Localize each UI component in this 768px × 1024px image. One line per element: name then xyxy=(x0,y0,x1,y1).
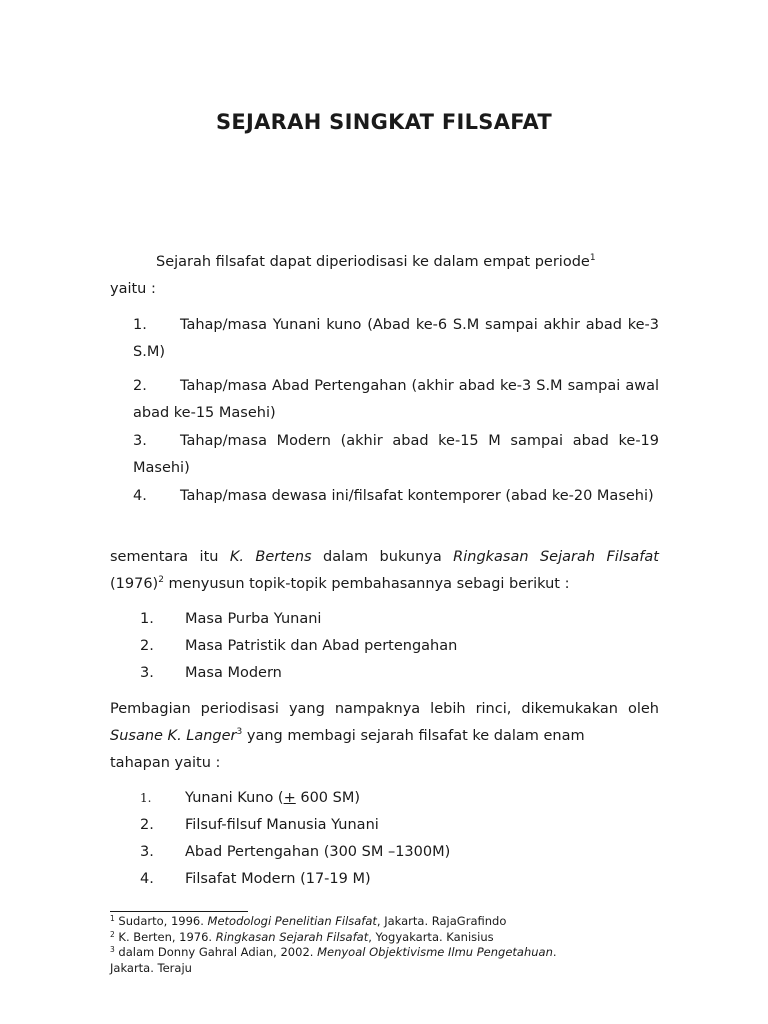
list-number: 2. xyxy=(133,378,147,394)
footnote-text-tail: , Jakarta. RajaGrafindo xyxy=(376,914,507,928)
list-number: 3. xyxy=(133,433,147,449)
list-item xyxy=(140,606,321,633)
intro-line2: yaitu : xyxy=(110,281,156,297)
intro-paragraph xyxy=(110,249,659,303)
list-item xyxy=(140,866,371,893)
footnote-ref-2: 2 xyxy=(158,575,164,585)
footnote-1 xyxy=(110,914,659,930)
langer-author: Susane K. Langer xyxy=(110,728,237,744)
list-number: 1. xyxy=(133,317,147,333)
footnote-3 xyxy=(110,945,659,961)
list-item xyxy=(140,839,450,866)
footnote-marker: 1 xyxy=(110,914,115,923)
list-text: Masa Purba Yunani xyxy=(185,611,322,627)
list-item xyxy=(133,312,659,366)
list-item xyxy=(133,483,659,510)
list-text: Tahap/masa Yunani kuno (Abad ke-6 S.M sampai akhir abad ke-3 S.M) xyxy=(133,317,659,360)
footnote-marker: 2 xyxy=(110,929,115,939)
langer-line3: tahapan yaitu : xyxy=(110,755,221,771)
intro-text: Sejarah filsafat dapat diperiodisasi ke dalam empat periode xyxy=(156,254,590,270)
list-number: 4. xyxy=(133,488,147,504)
list-number: 4. xyxy=(140,871,154,887)
footnote-2 xyxy=(110,930,659,946)
footnote-title: Ringkasan Sejarah Filsafat xyxy=(215,929,369,944)
footnote-title: Metodologi Penelitian Filsafat xyxy=(207,914,377,928)
footnote-title: Menyoal Objektivisme Ilmu Pengetahuan xyxy=(317,945,553,959)
footnote-text: Sudarto, 1996. xyxy=(114,914,208,928)
list-text: Filsafat Modern (17-19 M) xyxy=(185,871,371,887)
list-text-tail: 600 SM) xyxy=(295,790,361,806)
list-number: 1. xyxy=(140,791,152,805)
footnote-text: K. Berten, 1976. xyxy=(114,929,216,944)
footnote-text: dalam Donny Gahral Adian, 2002. xyxy=(114,945,318,959)
footnote-ref-1: 1 xyxy=(589,253,596,263)
bertens-paragraph xyxy=(110,544,659,598)
list-text: Tahap/masa Modern (akhir abad ke-15 M sampai abad ke-19 Masehi) xyxy=(133,433,659,476)
list-item xyxy=(140,660,282,687)
footnote-divider xyxy=(110,911,248,912)
list-text: Yunani Kuno ( xyxy=(185,790,284,806)
footnote-marker: 3 xyxy=(110,945,115,954)
list-text: Masa Modern xyxy=(185,665,282,681)
list-number: 3. xyxy=(140,665,154,681)
langer-pre: Pembagian periodisasi yang nampaknya lebih rinci, dikemukakan oleh xyxy=(110,701,659,717)
list-text: Tahap/masa Abad Pertengahan (akhir abad ke-3 S.M sampai awal abad ke-15 Masehi) xyxy=(133,378,659,421)
bertens-pre: sementara itu xyxy=(110,549,230,565)
list-item xyxy=(140,785,360,812)
list-text: Tahap/masa dewasa ini/filsafat kontemporer (abad ke-20 Masehi) xyxy=(180,488,654,504)
list-number: 3. xyxy=(140,844,154,860)
list-text: Masa Patristik dan Abad pertengahan xyxy=(185,638,458,654)
list-item xyxy=(140,812,379,839)
bertens-book: Ringkasan Sejarah Filsafat xyxy=(453,549,659,565)
bertens-post: menyusun topik-topik pembahasannya sebagi berikut : xyxy=(163,576,570,592)
list-text: Abad Pertengahan (300 SM –1300M) xyxy=(185,844,451,860)
footnotes xyxy=(110,914,659,976)
list-number: 2. xyxy=(140,638,154,654)
langer-paragraph xyxy=(110,696,659,777)
footnote-text-tail: . xyxy=(552,945,557,959)
footnote-ref-3: 3 xyxy=(236,727,243,737)
bertens-year: (1976) xyxy=(110,576,159,592)
bertens-author: K. Bertens xyxy=(229,549,312,565)
list-number: 1. xyxy=(140,611,154,627)
list-item xyxy=(133,428,659,482)
bertens-mid: dalam bukunya xyxy=(311,549,454,565)
list-item xyxy=(133,373,659,427)
langer-post: yang membagi sejarah filsafat ke dalam enam xyxy=(242,728,585,744)
list-item xyxy=(140,633,457,660)
list-number: 2. xyxy=(140,817,154,833)
list-text: Filsuf-filsuf Manusia Yunani xyxy=(185,817,379,833)
footnote-text-tail: , Yogyakarta. Kanisius xyxy=(368,929,494,944)
page-title: SEJARAH SINGKAT FILSAFAT xyxy=(215,110,553,134)
plus-minus-sign: + xyxy=(283,790,296,806)
footnote-3-line2: Jakarta. Teraju xyxy=(110,960,192,975)
